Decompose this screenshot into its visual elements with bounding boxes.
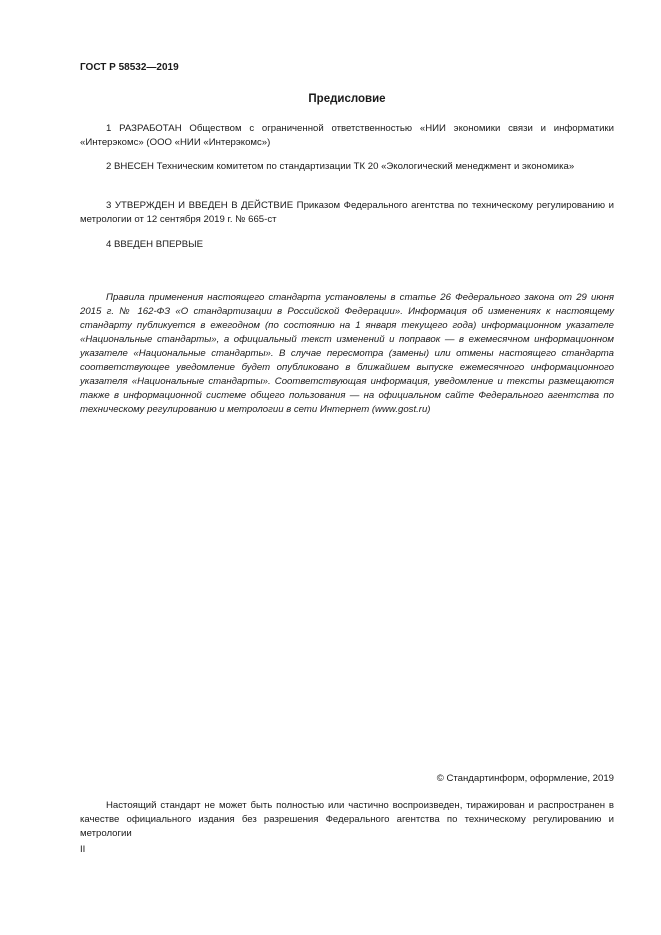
paragraph-introduced: 2 ВНЕСЕН Техническим комитетом по стандартизации ТК 20 «Экологический менеджмент и экономика» xyxy=(106,161,575,172)
paragraph-approved: 3 УТВЕРЖДЕН И ВВЕДЕН В ДЕЙСТВИЕ Приказом Федерального агентства по техническому регулированию и метрологии от 12 сентября 2019 г. № 665-ст xyxy=(80,200,614,225)
standard-code: ГОСТ Р 58532—2019 xyxy=(80,62,179,73)
copyright-notice: © Стандартинформ, оформление, 2019 xyxy=(436,773,614,784)
reproduction-restriction: Настоящий стандарт не может быть полностью или частично воспроизведен, тиражирован и распространен в качестве официального издания без разрешения Федерального агентства по техническому регулированию и метрологии xyxy=(80,800,614,839)
page-title: Предисловие xyxy=(308,93,386,105)
application-rules-note: Правила применения настоящего стандарта установлены в статье 26 Федерального закона от 29 июня 2015 г. № 162-ФЗ «О стандартизации в Российской Федерации». Информация об изменениях к настоящему стандарту публикуется в ежегодном (по состоянию на 1 января текущего года) информационном указателе «Национальные стандарты», а официальный текст изменений и поправок — в ежемесячном информационном указателе «Национальные стандарты». В случае пересмотра (замены) или отмены настоящего стандарта соответствующее уведомление будет опубликовано в ближайшем выпуске ежемесячного информационного указателя «Национальные стандарты». Соответствующая информация, уведомление и тексты размещаются также в информационной системе общего пользования — на официальном сайте Федерального агентства по техническому регулированию и метрологии в сети Интернет (www.gost.ru) xyxy=(80,292,614,415)
page-number: II xyxy=(80,844,86,855)
paragraph-developed: 1 РАЗРАБОТАН Обществом с ограниченной ответственностью «НИИ экономики связи и информатики «Интерэкомс» (ООО «НИИ «Интерэкомс») xyxy=(80,123,614,148)
paragraph-first-introduced: 4 ВВЕДЕН ВПЕРВЫЕ xyxy=(106,239,204,250)
